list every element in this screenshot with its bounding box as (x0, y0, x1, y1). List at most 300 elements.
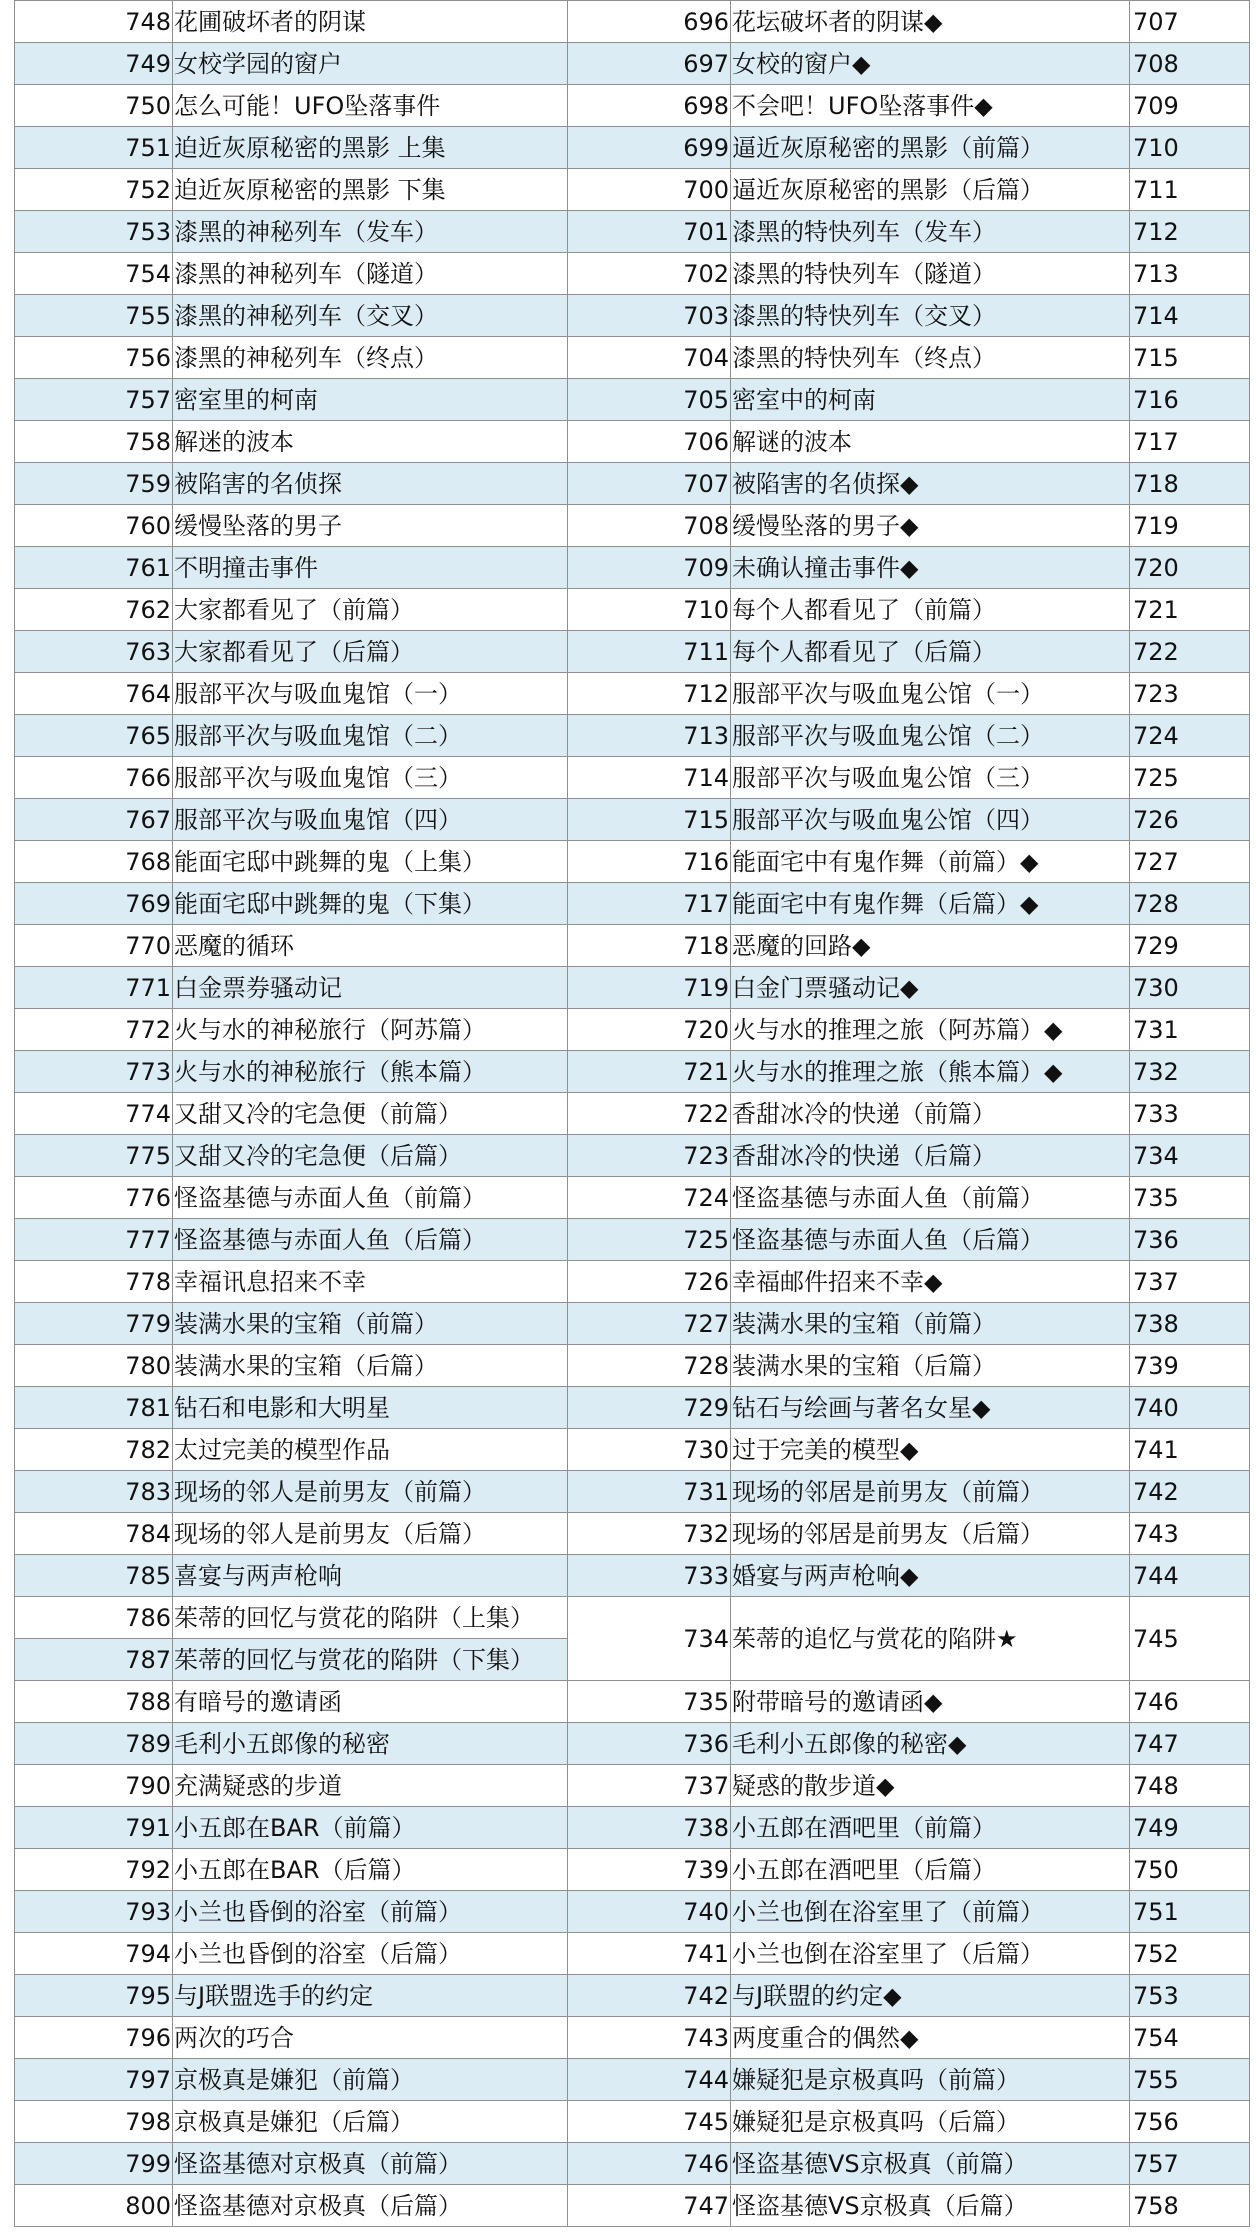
episode-code: 728 (1130, 883, 1250, 925)
original-episode-title: 逼近灰原秘密的黑影（前篇） (731, 127, 1130, 169)
original-episode-title: 小兰也倒在浴室里了（前篇） (731, 1891, 1130, 1933)
tv-episode-number: 754 (15, 253, 173, 295)
episode-code: 732 (1130, 1051, 1250, 1093)
tv-episode-title: 漆黑的神秘列车（隧道） (173, 253, 568, 295)
tv-episode-number: 748 (15, 1, 173, 43)
original-episode-title: 毛利小五郎像的秘密◆ (731, 1723, 1130, 1765)
table-row (15, 337, 1250, 379)
tv-episode-title: 怪盗基德对京极真（前篇） (173, 2143, 568, 2185)
tv-episode-number: 766 (15, 757, 173, 799)
tv-episode-title: 钻石和电影和大明星 (173, 1387, 568, 1429)
episode-code: 727 (1130, 841, 1250, 883)
tv-episode-title: 小兰也昏倒的浴室（前篇） (173, 1891, 568, 1933)
episode-code: 735 (1130, 1177, 1250, 1219)
original-episode-title: 嫌疑犯是京极真吗（前篇） (731, 2059, 1130, 2101)
original-episode-title: 与J联盟的约定◆ (731, 1975, 1130, 2017)
original-episode-title: 怪盗基德VS京极真（前篇） (731, 2143, 1130, 2185)
tv-episode-number: 750 (15, 85, 173, 127)
original-episode-number: 698 (568, 85, 731, 127)
tv-episode-title: 迫近灰原秘密的黑影 下集 (173, 169, 568, 211)
original-episode-number: 708 (568, 505, 731, 547)
tv-episode-number: 769 (15, 883, 173, 925)
original-episode-title: 漆黑的特快列车（隧道） (731, 253, 1130, 295)
tv-episode-title: 怎么可能！UFO坠落事件 (173, 85, 568, 127)
table-row (15, 169, 1250, 211)
original-episode-number: 725 (568, 1219, 731, 1261)
tv-episode-number: 756 (15, 337, 173, 379)
original-episode-number: 738 (568, 1807, 731, 1849)
tv-episode-title: 装满水果的宝箱（后篇） (173, 1345, 568, 1387)
tv-episode-number: 782 (15, 1429, 173, 1471)
tv-episode-title: 火与水的神秘旅行（阿苏篇） (173, 1009, 568, 1051)
table-row (15, 1093, 1250, 1135)
original-episode-number: 706 (568, 421, 731, 463)
original-episode-title: 现场的邻居是前男友（后篇） (731, 1513, 1130, 1555)
tv-episode-number: 767 (15, 799, 173, 841)
tv-episode-title: 京极真是嫌犯（前篇） (173, 2059, 568, 2101)
original-episode-title: 能面宅中有鬼作舞（前篇）◆ (731, 841, 1130, 883)
tv-episode-title: 充满疑惑的步道 (173, 1765, 568, 1807)
table-row (15, 43, 1250, 85)
tv-episode-number: 773 (15, 1051, 173, 1093)
original-episode-title: 被陷害的名侦探◆ (731, 463, 1130, 505)
episode-code: 708 (1130, 43, 1250, 85)
original-episode-title: 装满水果的宝箱（前篇） (731, 1303, 1130, 1345)
tv-episode-title: 大家都看见了（前篇） (173, 589, 568, 631)
tv-episode-number: 759 (15, 463, 173, 505)
original-episode-number: 703 (568, 295, 731, 337)
table-row (15, 1345, 1250, 1387)
original-episode-number: 704 (568, 337, 731, 379)
original-episode-title: 装满水果的宝箱（后篇） (731, 1345, 1130, 1387)
table-row (15, 85, 1250, 127)
original-episode-title: 钻石与绘画与著名女星◆ (731, 1387, 1130, 1429)
original-episode-number: 705 (568, 379, 731, 421)
original-episode-number: 723 (568, 1135, 731, 1177)
original-episode-number: 714 (568, 757, 731, 799)
tv-episode-title: 服部平次与吸血鬼馆（三） (173, 757, 568, 799)
original-episode-number: 721 (568, 1051, 731, 1093)
tv-episode-title: 服部平次与吸血鬼馆（四） (173, 799, 568, 841)
episode-code: 736 (1130, 1219, 1250, 1261)
original-episode-title: 逼近灰原秘密的黑影（后篇） (731, 169, 1130, 211)
episode-code: 738 (1130, 1303, 1250, 1345)
episode-code: 746 (1130, 1681, 1250, 1723)
original-episode-number: 720 (568, 1009, 731, 1051)
table-row (15, 2059, 1250, 2101)
original-episode-title: 怪盗基德与赤面人鱼（后篇） (731, 1219, 1130, 1261)
episode-code: 745 (1130, 1597, 1250, 1681)
episode-code: 726 (1130, 799, 1250, 841)
table-row (15, 2017, 1250, 2059)
original-episode-title: 火与水的推理之旅（熊本篇）◆ (731, 1051, 1130, 1093)
tv-episode-title: 太过完美的模型作品 (173, 1429, 568, 1471)
original-episode-title: 怪盗基德VS京极真（后篇） (731, 2185, 1130, 2227)
episode-code: 731 (1130, 1009, 1250, 1051)
original-episode-number: 696 (568, 1, 731, 43)
original-episode-title: 服部平次与吸血鬼公馆（一） (731, 673, 1130, 715)
original-episode-title: 漆黑的特快列车（终点） (731, 337, 1130, 379)
tv-episode-title: 与J联盟选手的约定 (173, 1975, 568, 2017)
original-episode-title: 服部平次与吸血鬼公馆（三） (731, 757, 1130, 799)
table-row (15, 1933, 1250, 1975)
original-episode-number: 709 (568, 547, 731, 589)
tv-episode-number: 799 (15, 2143, 173, 2185)
original-episode-number: 745 (568, 2101, 731, 2143)
tv-episode-number: 796 (15, 2017, 173, 2059)
tv-episode-title: 装满水果的宝箱（前篇） (173, 1303, 568, 1345)
table-row (15, 1387, 1250, 1429)
episode-code: 707 (1130, 1, 1250, 43)
tv-episode-title: 火与水的神秘旅行（熊本篇） (173, 1051, 568, 1093)
tv-episode-number: 779 (15, 1303, 173, 1345)
episode-code: 711 (1130, 169, 1250, 211)
tv-episode-number: 787 (15, 1639, 173, 1681)
original-episode-title: 恶魔的回路◆ (731, 925, 1130, 967)
tv-episode-number: 771 (15, 967, 173, 1009)
tv-episode-number: 783 (15, 1471, 173, 1513)
tv-episode-title: 白金票券骚动记 (173, 967, 568, 1009)
tv-episode-title: 又甜又冷的宅急便（后篇） (173, 1135, 568, 1177)
original-episode-number: 715 (568, 799, 731, 841)
episode-code: 748 (1130, 1765, 1250, 1807)
tv-episode-title: 密室里的柯南 (173, 379, 568, 421)
tv-episode-number: 762 (15, 589, 173, 631)
episode-code: 741 (1130, 1429, 1250, 1471)
original-episode-number: 737 (568, 1765, 731, 1807)
tv-episode-number: 795 (15, 1975, 173, 2017)
original-episode-title: 幸福邮件招来不幸◆ (731, 1261, 1130, 1303)
table-row (15, 757, 1250, 799)
original-episode-title: 香甜冰冷的快递（前篇） (731, 1093, 1130, 1135)
original-episode-number: 733 (568, 1555, 731, 1597)
tv-episode-title: 解迷的波本 (173, 421, 568, 463)
tv-episode-number: 785 (15, 1555, 173, 1597)
episode-code: 712 (1130, 211, 1250, 253)
original-episode-number: 702 (568, 253, 731, 295)
episode-code: 709 (1130, 85, 1250, 127)
tv-episode-number: 758 (15, 421, 173, 463)
tv-episode-title: 京极真是嫌犯（后篇） (173, 2101, 568, 2143)
tv-episode-title: 能面宅邸中跳舞的鬼（下集） (173, 883, 568, 925)
tv-episode-number: 751 (15, 127, 173, 169)
original-episode-title: 解谜的波本 (731, 421, 1130, 463)
episode-code: 742 (1130, 1471, 1250, 1513)
original-episode-number: 724 (568, 1177, 731, 1219)
tv-episode-title: 幸福讯息招来不幸 (173, 1261, 568, 1303)
original-episode-title: 服部平次与吸血鬼公馆（四） (731, 799, 1130, 841)
tv-episode-number: 749 (15, 43, 173, 85)
episode-code: 750 (1130, 1849, 1250, 1891)
episode-code: 757 (1130, 2143, 1250, 2185)
tv-episode-title: 小五郎在BAR（前篇） (173, 1807, 568, 1849)
tv-episode-title: 服部平次与吸血鬼馆（一） (173, 673, 568, 715)
original-episode-number: 735 (568, 1681, 731, 1723)
table-row (15, 421, 1250, 463)
episode-code: 718 (1130, 463, 1250, 505)
original-episode-number: 710 (568, 589, 731, 631)
table-row (15, 673, 1250, 715)
tv-episode-title: 毛利小五郎像的秘密 (173, 1723, 568, 1765)
original-episode-title: 服部平次与吸血鬼公馆（二） (731, 715, 1130, 757)
tv-episode-title: 小兰也昏倒的浴室（后篇） (173, 1933, 568, 1975)
episode-code: 714 (1130, 295, 1250, 337)
original-episode-title: 白金门票骚动记◆ (731, 967, 1130, 1009)
tv-episode-title: 女校学园的窗户 (173, 43, 568, 85)
episode-code: 734 (1130, 1135, 1250, 1177)
table-row (15, 841, 1250, 883)
original-episode-number: 743 (568, 2017, 731, 2059)
tv-episode-number: 797 (15, 2059, 173, 2101)
original-episode-title: 嫌疑犯是京极真吗（后篇） (731, 2101, 1130, 2143)
original-episode-number: 736 (568, 1723, 731, 1765)
table-row (15, 2143, 1250, 2185)
episode-table (14, 0, 1250, 2227)
tv-episode-title: 小五郎在BAR（后篇） (173, 1849, 568, 1891)
tv-episode-number: 764 (15, 673, 173, 715)
tv-episode-title: 被陷害的名侦探 (173, 463, 568, 505)
episode-code: 733 (1130, 1093, 1250, 1135)
tv-episode-number: 753 (15, 211, 173, 253)
episode-code: 721 (1130, 589, 1250, 631)
tv-episode-number: 755 (15, 295, 173, 337)
tv-episode-number: 791 (15, 1807, 173, 1849)
original-episode-title: 过于完美的模型◆ (731, 1429, 1130, 1471)
original-episode-number: 697 (568, 43, 731, 85)
tv-episode-number: 757 (15, 379, 173, 421)
tv-episode-number: 760 (15, 505, 173, 547)
episode-code: 737 (1130, 1261, 1250, 1303)
episode-code: 743 (1130, 1513, 1250, 1555)
original-episode-title: 婚宴与两声枪响◆ (731, 1555, 1130, 1597)
table-row (15, 211, 1250, 253)
original-episode-title: 附带暗号的邀请函◆ (731, 1681, 1130, 1723)
original-episode-number: 717 (568, 883, 731, 925)
tv-episode-number: 793 (15, 1891, 173, 1933)
tv-episode-number: 774 (15, 1093, 173, 1135)
tv-episode-number: 768 (15, 841, 173, 883)
tv-episode-title: 现场的邻人是前男友（后篇） (173, 1513, 568, 1555)
episode-code: 751 (1130, 1891, 1250, 1933)
episode-code: 720 (1130, 547, 1250, 589)
original-episode-number: 729 (568, 1387, 731, 1429)
tv-episode-title: 喜宴与两声枪响 (173, 1555, 568, 1597)
table-row (15, 1975, 1250, 2017)
original-episode-title: 每个人都看见了（前篇） (731, 589, 1130, 631)
episode-code: 730 (1130, 967, 1250, 1009)
tv-episode-number: 776 (15, 1177, 173, 1219)
tv-episode-number: 775 (15, 1135, 173, 1177)
table-row (15, 1597, 1250, 1639)
table-row (15, 463, 1250, 505)
tv-episode-number: 770 (15, 925, 173, 967)
episode-code: 739 (1130, 1345, 1250, 1387)
episode-code: 713 (1130, 253, 1250, 295)
table-row (15, 1765, 1250, 1807)
original-episode-number: 722 (568, 1093, 731, 1135)
original-episode-title: 小兰也倒在浴室里了（后篇） (731, 1933, 1130, 1975)
tv-episode-number: 780 (15, 1345, 173, 1387)
table-row (15, 967, 1250, 1009)
original-episode-title: 香甜冰冷的快递（后篇） (731, 1135, 1130, 1177)
episode-code: 723 (1130, 673, 1250, 715)
tv-episode-title: 漆黑的神秘列车（发车） (173, 211, 568, 253)
tv-episode-number: 765 (15, 715, 173, 757)
original-episode-title: 密室中的柯南 (731, 379, 1130, 421)
tv-episode-number: 752 (15, 169, 173, 211)
table-row (15, 127, 1250, 169)
original-episode-number: 731 (568, 1471, 731, 1513)
tv-episode-number: 789 (15, 1723, 173, 1765)
original-episode-number: 732 (568, 1513, 731, 1555)
tv-episode-number: 786 (15, 1597, 173, 1639)
original-episode-number: 744 (568, 2059, 731, 2101)
episode-code: 715 (1130, 337, 1250, 379)
table-row (15, 1723, 1250, 1765)
table-row (15, 1807, 1250, 1849)
original-episode-title: 能面宅中有鬼作舞（后篇）◆ (731, 883, 1130, 925)
original-episode-number: 711 (568, 631, 731, 673)
table-row (15, 589, 1250, 631)
original-episode-title: 火与水的推理之旅（阿苏篇）◆ (731, 1009, 1130, 1051)
original-episode-number: 728 (568, 1345, 731, 1387)
episode-code: 725 (1130, 757, 1250, 799)
episode-code: 756 (1130, 2101, 1250, 2143)
episode-code: 740 (1130, 1387, 1250, 1429)
table-row (15, 1009, 1250, 1051)
tv-episode-title: 服部平次与吸血鬼馆（二） (173, 715, 568, 757)
original-episode-number: 747 (568, 2185, 731, 2227)
original-episode-title: 每个人都看见了（后篇） (731, 631, 1130, 673)
original-episode-title: 漆黑的特快列车（交叉） (731, 295, 1130, 337)
original-episode-number: 713 (568, 715, 731, 757)
table-row (15, 1429, 1250, 1471)
original-episode-title: 花坛破坏者的阴谋◆ (731, 1, 1130, 43)
original-episode-number: 707 (568, 463, 731, 505)
tv-episode-number: 790 (15, 1765, 173, 1807)
tv-episode-title: 花圃破坏者的阴谋 (173, 1, 568, 43)
tv-episode-number: 772 (15, 1009, 173, 1051)
tv-episode-title: 大家都看见了（后篇） (173, 631, 568, 673)
tv-episode-title: 漆黑的神秘列车（交叉） (173, 295, 568, 337)
original-episode-number: 700 (568, 169, 731, 211)
tv-episode-number: 788 (15, 1681, 173, 1723)
tv-episode-number: 784 (15, 1513, 173, 1555)
tv-episode-title: 茱蒂的回忆与赏花的陷阱（上集） (173, 1597, 568, 1639)
episode-code: 717 (1130, 421, 1250, 463)
original-episode-title: 不会吧！UFO坠落事件◆ (731, 85, 1130, 127)
table-row (15, 1513, 1250, 1555)
table-row (15, 925, 1250, 967)
tv-episode-number: 792 (15, 1849, 173, 1891)
tv-episode-number: 777 (15, 1219, 173, 1261)
tv-episode-number: 800 (15, 2185, 173, 2227)
original-episode-title: 小五郎在酒吧里（后篇） (731, 1849, 1130, 1891)
episode-code: 747 (1130, 1723, 1250, 1765)
original-episode-title: 茱蒂的追忆与赏花的陷阱★ (731, 1597, 1130, 1681)
episode-code: 719 (1130, 505, 1250, 547)
episode-code: 758 (1130, 2185, 1250, 2227)
episode-code: 744 (1130, 1555, 1250, 1597)
table-row (15, 295, 1250, 337)
original-episode-number: 739 (568, 1849, 731, 1891)
table-row (15, 1555, 1250, 1597)
original-episode-number: 741 (568, 1933, 731, 1975)
tv-episode-title: 茱蒂的回忆与赏花的陷阱（下集） (173, 1639, 568, 1681)
tv-episode-number: 794 (15, 1933, 173, 1975)
original-episode-number: 701 (568, 211, 731, 253)
tv-episode-title: 缓慢坠落的男子 (173, 505, 568, 547)
tv-episode-title: 恶魔的循环 (173, 925, 568, 967)
original-episode-title: 疑惑的散步道◆ (731, 1765, 1130, 1807)
original-episode-number: 734 (568, 1597, 731, 1681)
episode-code: 724 (1130, 715, 1250, 757)
tv-episode-number: 778 (15, 1261, 173, 1303)
table-row (15, 253, 1250, 295)
table-row (15, 1135, 1250, 1177)
table-row (15, 1849, 1250, 1891)
table-row (15, 631, 1250, 673)
episode-code: 753 (1130, 1975, 1250, 2017)
tv-episode-title: 怪盗基德对京极真（后篇） (173, 2185, 568, 2227)
table-row (15, 1681, 1250, 1723)
original-episode-title: 未确认撞击事件◆ (731, 547, 1130, 589)
original-episode-number: 699 (568, 127, 731, 169)
original-episode-number: 740 (568, 1891, 731, 1933)
table-row (15, 1219, 1250, 1261)
original-episode-title: 漆黑的特快列车（发车） (731, 211, 1130, 253)
original-episode-title: 女校的窗户◆ (731, 43, 1130, 85)
episode-code: 749 (1130, 1807, 1250, 1849)
original-episode-number: 718 (568, 925, 731, 967)
episode-code: 729 (1130, 925, 1250, 967)
tv-episode-number: 763 (15, 631, 173, 673)
table-row (15, 1303, 1250, 1345)
table-row (15, 715, 1250, 757)
original-episode-title: 两度重合的偶然◆ (731, 2017, 1130, 2059)
original-episode-title: 现场的邻居是前男友（前篇） (731, 1471, 1130, 1513)
original-episode-title: 怪盗基德与赤面人鱼（前篇） (731, 1177, 1130, 1219)
table-row (15, 2101, 1250, 2143)
tv-episode-title: 不明撞击事件 (173, 547, 568, 589)
episode-table-body (15, 1, 1250, 2227)
table-row (15, 1, 1250, 43)
table-row (15, 379, 1250, 421)
tv-episode-title: 漆黑的神秘列车（终点） (173, 337, 568, 379)
original-episode-number: 727 (568, 1303, 731, 1345)
table-row (15, 1177, 1250, 1219)
original-episode-number: 719 (568, 967, 731, 1009)
table-row (15, 799, 1250, 841)
tv-episode-title: 怪盗基德与赤面人鱼（前篇） (173, 1177, 568, 1219)
tv-episode-number: 798 (15, 2101, 173, 2143)
original-episode-title: 小五郎在酒吧里（前篇） (731, 1807, 1130, 1849)
tv-episode-title: 两次的巧合 (173, 2017, 568, 2059)
episode-code: 710 (1130, 127, 1250, 169)
original-episode-number: 746 (568, 2143, 731, 2185)
table-row (15, 1051, 1250, 1093)
episode-code: 755 (1130, 2059, 1250, 2101)
episode-code: 716 (1130, 379, 1250, 421)
original-episode-number: 726 (568, 1261, 731, 1303)
tv-episode-title: 现场的邻人是前男友（前篇） (173, 1471, 568, 1513)
original-episode-number: 712 (568, 673, 731, 715)
tv-episode-title: 怪盗基德与赤面人鱼（后篇） (173, 1219, 568, 1261)
table-row (15, 883, 1250, 925)
table-row (15, 2185, 1250, 2227)
table-row (15, 547, 1250, 589)
tv-episode-title: 又甜又冷的宅急便（前篇） (173, 1093, 568, 1135)
